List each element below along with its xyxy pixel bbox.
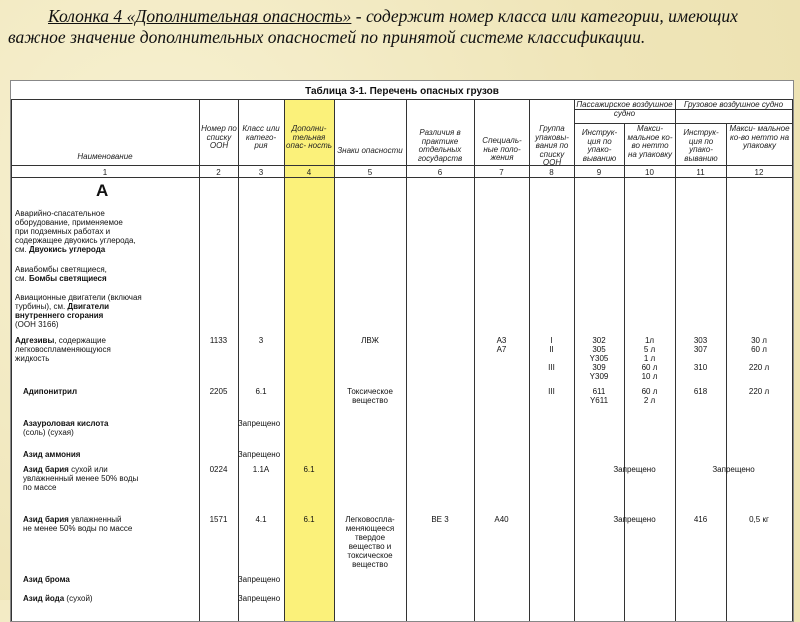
cell-forbidden: Запрещено <box>237 419 281 428</box>
row-name-bold: Двуокись углерода <box>28 245 106 254</box>
cell-pg: I II III <box>548 336 555 372</box>
column-number: 10 <box>645 168 654 177</box>
column-number: 4 <box>306 168 312 177</box>
cell-pi: 302 305 Y305 309 Y309 <box>589 336 609 381</box>
row-name <box>15 293 142 329</box>
row-name-text: Авиационные двигатели (включая турбины), см. <box>15 293 142 311</box>
header-labels: Знаки опасности <box>337 146 403 155</box>
header-cargo-packing-instruction: Инструк- ция по упако- выванию <box>683 128 719 163</box>
cell-cmax: 220 л <box>748 387 770 396</box>
row-name-text: сухой или увлажненный менее 50% воды по массе <box>23 465 139 492</box>
row-name-bold: Азид бария <box>23 465 69 474</box>
cell-pax-forbidden: Запрещено <box>613 515 656 524</box>
row-name-bold: Адипонитрил <box>23 387 78 396</box>
cell-forbidden: Запрещено <box>237 450 281 459</box>
row-name <box>15 209 136 254</box>
cell-un: 0224 <box>209 465 228 474</box>
cell-forbidden: Запрещено <box>237 594 281 603</box>
cell-cls: 3 <box>258 336 264 345</box>
slide-caption <box>8 6 794 48</box>
cell-cls: 6.1 <box>255 387 267 396</box>
cell-pi: 611 Y611 <box>589 387 609 405</box>
caption-lead: Колонка 4 «Дополнительная опасность» <box>48 6 352 26</box>
column-number: 12 <box>754 168 764 177</box>
header-packing-group: Группа упаковы- вания по списку ООН <box>535 124 569 167</box>
column-number: 5 <box>367 168 373 177</box>
cell-cmax: 0,5 кг <box>749 515 769 524</box>
row-name-text: Авиабомбы светящиеся, см. <box>15 265 107 283</box>
header-pax-packing-instruction: Инструк- ция по упако- выванию <box>581 128 618 163</box>
row-name-bold: Азауроловая кислота <box>23 419 109 428</box>
row-name <box>15 450 80 459</box>
row-name-bold: Азид аммония <box>23 450 81 459</box>
row-name <box>15 594 93 603</box>
row-name-bold: Двигатели внутреннего сгорания <box>15 302 110 320</box>
cell-sub: 6.1 <box>303 465 315 474</box>
column-number: 3 <box>258 168 264 177</box>
header-pax-max-net-qty: Макси- мальное ко-во нетто на упаковку <box>627 124 673 159</box>
row-name <box>15 387 77 396</box>
cell-cpi: 618 <box>693 387 708 396</box>
row-name-bold: Азид бария <box>23 515 69 524</box>
row-name-text: увлажненный не менее 50% воды по массе <box>23 515 133 533</box>
header-cargo-max-net-qty: Макси- мальное ко-во нетто на упаковку <box>729 124 790 150</box>
header-state-variations: Различия в практике отдельных государств <box>417 128 463 163</box>
row-name <box>15 575 70 584</box>
row-name-text: Аварийно-спасательное оборудование, применяемое при подземных работах и содержащее двуокись углерода, см. <box>15 209 136 254</box>
cell-max: 60 л 2 л <box>641 387 658 405</box>
cell-cls: 4.1 <box>255 515 267 524</box>
cell-cpi: 416 <box>693 515 708 524</box>
row-name-tail: (ООН 3166) <box>15 320 59 329</box>
table-sheet <box>10 80 794 622</box>
cell-sub: 6.1 <box>303 515 315 524</box>
cell-label: Токсическое вещество <box>347 387 393 405</box>
cell-diff: BE 3 <box>431 515 449 524</box>
header-class: Класс или катего- рия <box>242 124 280 150</box>
row-name-text: (сухой) <box>64 594 93 603</box>
cell-forbidden: Запрещено <box>237 575 281 584</box>
cell-cls: 1.1А <box>252 465 270 474</box>
row-name-text: (соль) (сухая) <box>23 428 74 437</box>
cell-sp: A40 <box>494 515 509 524</box>
column-number: 8 <box>549 168 554 177</box>
column-number: 11 <box>696 168 705 177</box>
column-number: 1 <box>102 168 108 177</box>
cell-cargo-forbidden: Запрещено <box>712 465 755 474</box>
row-name-text: , содержащие легковоспламеняющуюся жидкость <box>15 336 111 363</box>
row-name-bold: Адгезивы <box>15 336 55 345</box>
column-number: 7 <box>499 168 504 177</box>
row-name-bold: Азид брома <box>23 575 70 584</box>
row-name <box>15 419 108 437</box>
header-cargo-aircraft: Грузовое воздушное судно <box>683 100 784 109</box>
cell-cmax: 30 л 60 л 220 л <box>748 336 770 372</box>
header-special-provisions: Специаль- ные поло- жения <box>482 136 522 162</box>
row-name-bold: Азид йода <box>23 594 65 603</box>
caption-text: - содержит номер класса или категории, имеющих важное значение дополнительных опасностей по принятой системе классификации. <box>8 6 738 47</box>
cell-label: ЛВЖ <box>361 336 379 345</box>
cell-pax-forbidden: Запрещено <box>613 465 656 474</box>
header-un-number: Номер по списку ООН <box>201 124 237 150</box>
cell-pg: III <box>548 387 555 396</box>
column-number: 9 <box>596 168 602 177</box>
header-name: Наименование <box>77 152 133 161</box>
cell-max: 1л 5 л 1 л 60 л 10 л <box>641 336 658 381</box>
cell-un: 1571 <box>209 515 228 524</box>
cell-un: 1133 <box>209 336 228 345</box>
column-number: 2 <box>216 168 221 177</box>
cell-label: Легковоспла- меняющееся твердое вещество и токсическое вещество <box>345 515 395 569</box>
header-subsidiary-risk: Дополни- тельная опас- ность <box>286 124 332 150</box>
cell-un: 2205 <box>209 387 228 396</box>
column-number: 6 <box>437 168 443 177</box>
row-name <box>15 336 111 363</box>
cell-sp: А3 А7 <box>496 336 507 354</box>
cell-cpi: 303 307 310 <box>693 336 708 372</box>
header-passenger-aircraft: Пассажирское воздушное судно <box>576 100 673 118</box>
section-letter: А <box>96 181 109 200</box>
row-name-bold: Бомбы светящиеся <box>28 274 107 283</box>
table-title: Таблица 3-1. Перечень опасных грузов <box>305 86 499 97</box>
row-name <box>15 465 138 492</box>
row-name <box>15 265 107 283</box>
row-name <box>15 515 132 533</box>
